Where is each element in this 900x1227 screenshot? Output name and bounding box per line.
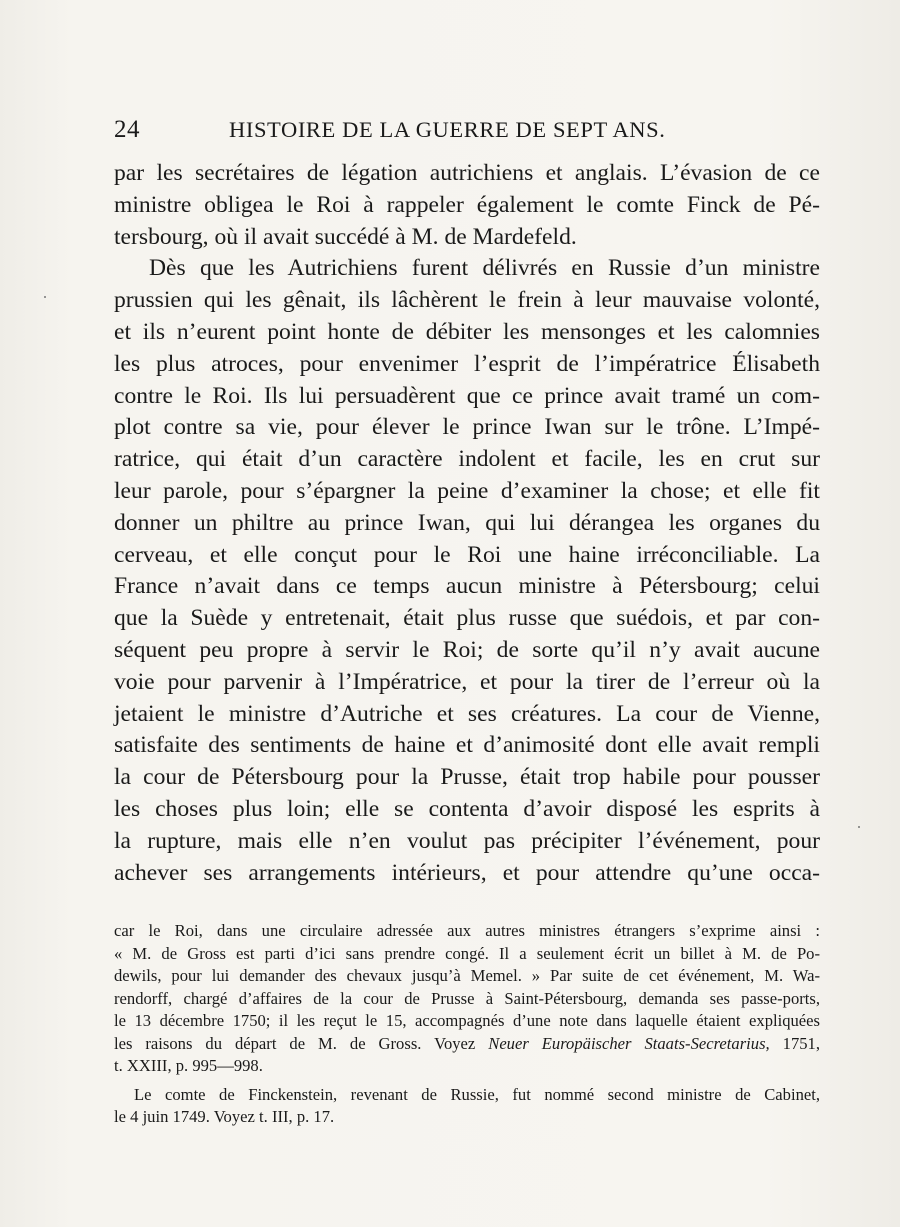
- paper-speck: [44, 296, 46, 298]
- text-line: cerveau, et elle conçut pour le Roi une haine irréconciliable. La: [114, 541, 820, 568]
- running-title: HISTOIRE DE LA GUERRE DE SEPT ANS.: [229, 117, 666, 142]
- cited-work-title: Neuer Europäischer Staats-Secretarius,: [488, 1033, 770, 1053]
- footnote-line: le 13 décembre 1750; il les reçut le 15, accompagnés d’une note dans laquelle étaient expliquées: [114, 1011, 820, 1030]
- text-line: les choses plus loin; elle se contenta d’avoir disposé les esprits à: [114, 795, 820, 822]
- text-line: jetaient le ministre d’Autriche et ses créatures. La cour de Vienne,: [114, 700, 820, 727]
- text-line: par les secrétaires de légation autrichiens et anglais. L’évasion de ce: [114, 160, 820, 186]
- text-line: les plus atroces, pour envenimer l’esprit de l’impératrice Élisabeth: [114, 350, 820, 377]
- footnote-line: rendorff, chargé d’affaires de la cour de Prusse à Saint-Pétersbourg, demanda ses passe-ports,: [114, 988, 820, 1008]
- footnote-text: les raisons du départ de M. de Gross. Voyez: [114, 1033, 489, 1053]
- paper-speck: [858, 826, 860, 828]
- text-line: ministre obligea le Roi à rappeler également le comte Finck de Pé-: [114, 191, 820, 218]
- footnotes: [114, 920, 820, 1129]
- footnote-text: 1751,: [769, 1033, 820, 1053]
- footnote-line: dewils, pour lui demander des chevaux jusqu’à Memel. » Par suite de cet événement, M. Wa-: [114, 966, 820, 985]
- footnote-1: [114, 920, 820, 1078]
- text-line: que la Suède y entretenait, était plus russe que suédois, et par con-: [114, 605, 820, 632]
- text-line: plot contre sa vie, pour élever le prince Iwan sur le trône. L’Impé-: [114, 414, 820, 441]
- text-line: Dès que les Autrichiens furent délivrés en Russie d’un ministre: [149, 255, 820, 282]
- text-line: voie pour parvenir à l’Impératrice, et pour la tirer de l’erreur où la: [114, 668, 820, 695]
- footnote-line: le 4 juin 1749. Voyez t. III, p. 17.: [114, 1107, 335, 1126]
- text-line: séquent peu propre à servir le Roi; de sorte qu’il n’y avait aucune: [114, 636, 820, 663]
- footnote-line: car le Roi, dans une circulaire adressée aux autres ministres étrangers s’exprime ainsi :: [114, 921, 820, 940]
- footnote-line: t. XXIII, p. 995—998.: [114, 1056, 263, 1075]
- footnote-line: [114, 1033, 820, 1056]
- text-line: achever ses arrangements intérieurs, et pour attendre qu’une occa-: [114, 859, 820, 886]
- page-number: 24: [114, 116, 140, 143]
- text-line: contre le Roi. Ils lui persuadèrent que ce prince avait tramé un com-: [114, 382, 820, 409]
- text-line: la rupture, mais elle n’en voulut pas précipiter l’événement, pour: [114, 827, 820, 854]
- text-line: donner un philtre au prince Iwan, qui lui dérangea les organes du: [114, 509, 820, 536]
- text-line: tersbourg, où il avait succédé à M. de Mardefeld.: [114, 223, 577, 250]
- running-head: [114, 116, 820, 146]
- text-line: leur parole, pour s’épargner la peine d’examiner la chose; et elle fit: [114, 477, 820, 504]
- text-line: prussien qui les gênait, ils lâchèrent le frein à leur mauvaise volonté,: [114, 287, 820, 314]
- text-line: et ils n’eurent point honte de débiter les mensonges et les calomnies: [114, 318, 820, 345]
- footnote-line: « M. de Gross est parti d’ici sans prendre congé. Il a seulement écrit un billet à M. de Po-: [114, 943, 820, 963]
- text-line: satisfaite des sentiments de haine et d’animosité dont elle avait rempli: [114, 732, 820, 759]
- text-line: la cour de Pétersbourg pour la Prusse, était trop habile pour pousser: [114, 764, 820, 791]
- footnote-line: Le comte de Finckenstein, revenant de Russie, fut nommé second ministre de Cabinet,: [134, 1084, 820, 1104]
- text-line: France n’avait dans ce temps aucun ministre à Pétersbourg; celui: [114, 573, 820, 600]
- text-line: ratrice, qui était d’un caractère indolent et facile, les en crut sur: [114, 446, 820, 473]
- footnote-2: [114, 1084, 820, 1129]
- body-text: [114, 158, 820, 889]
